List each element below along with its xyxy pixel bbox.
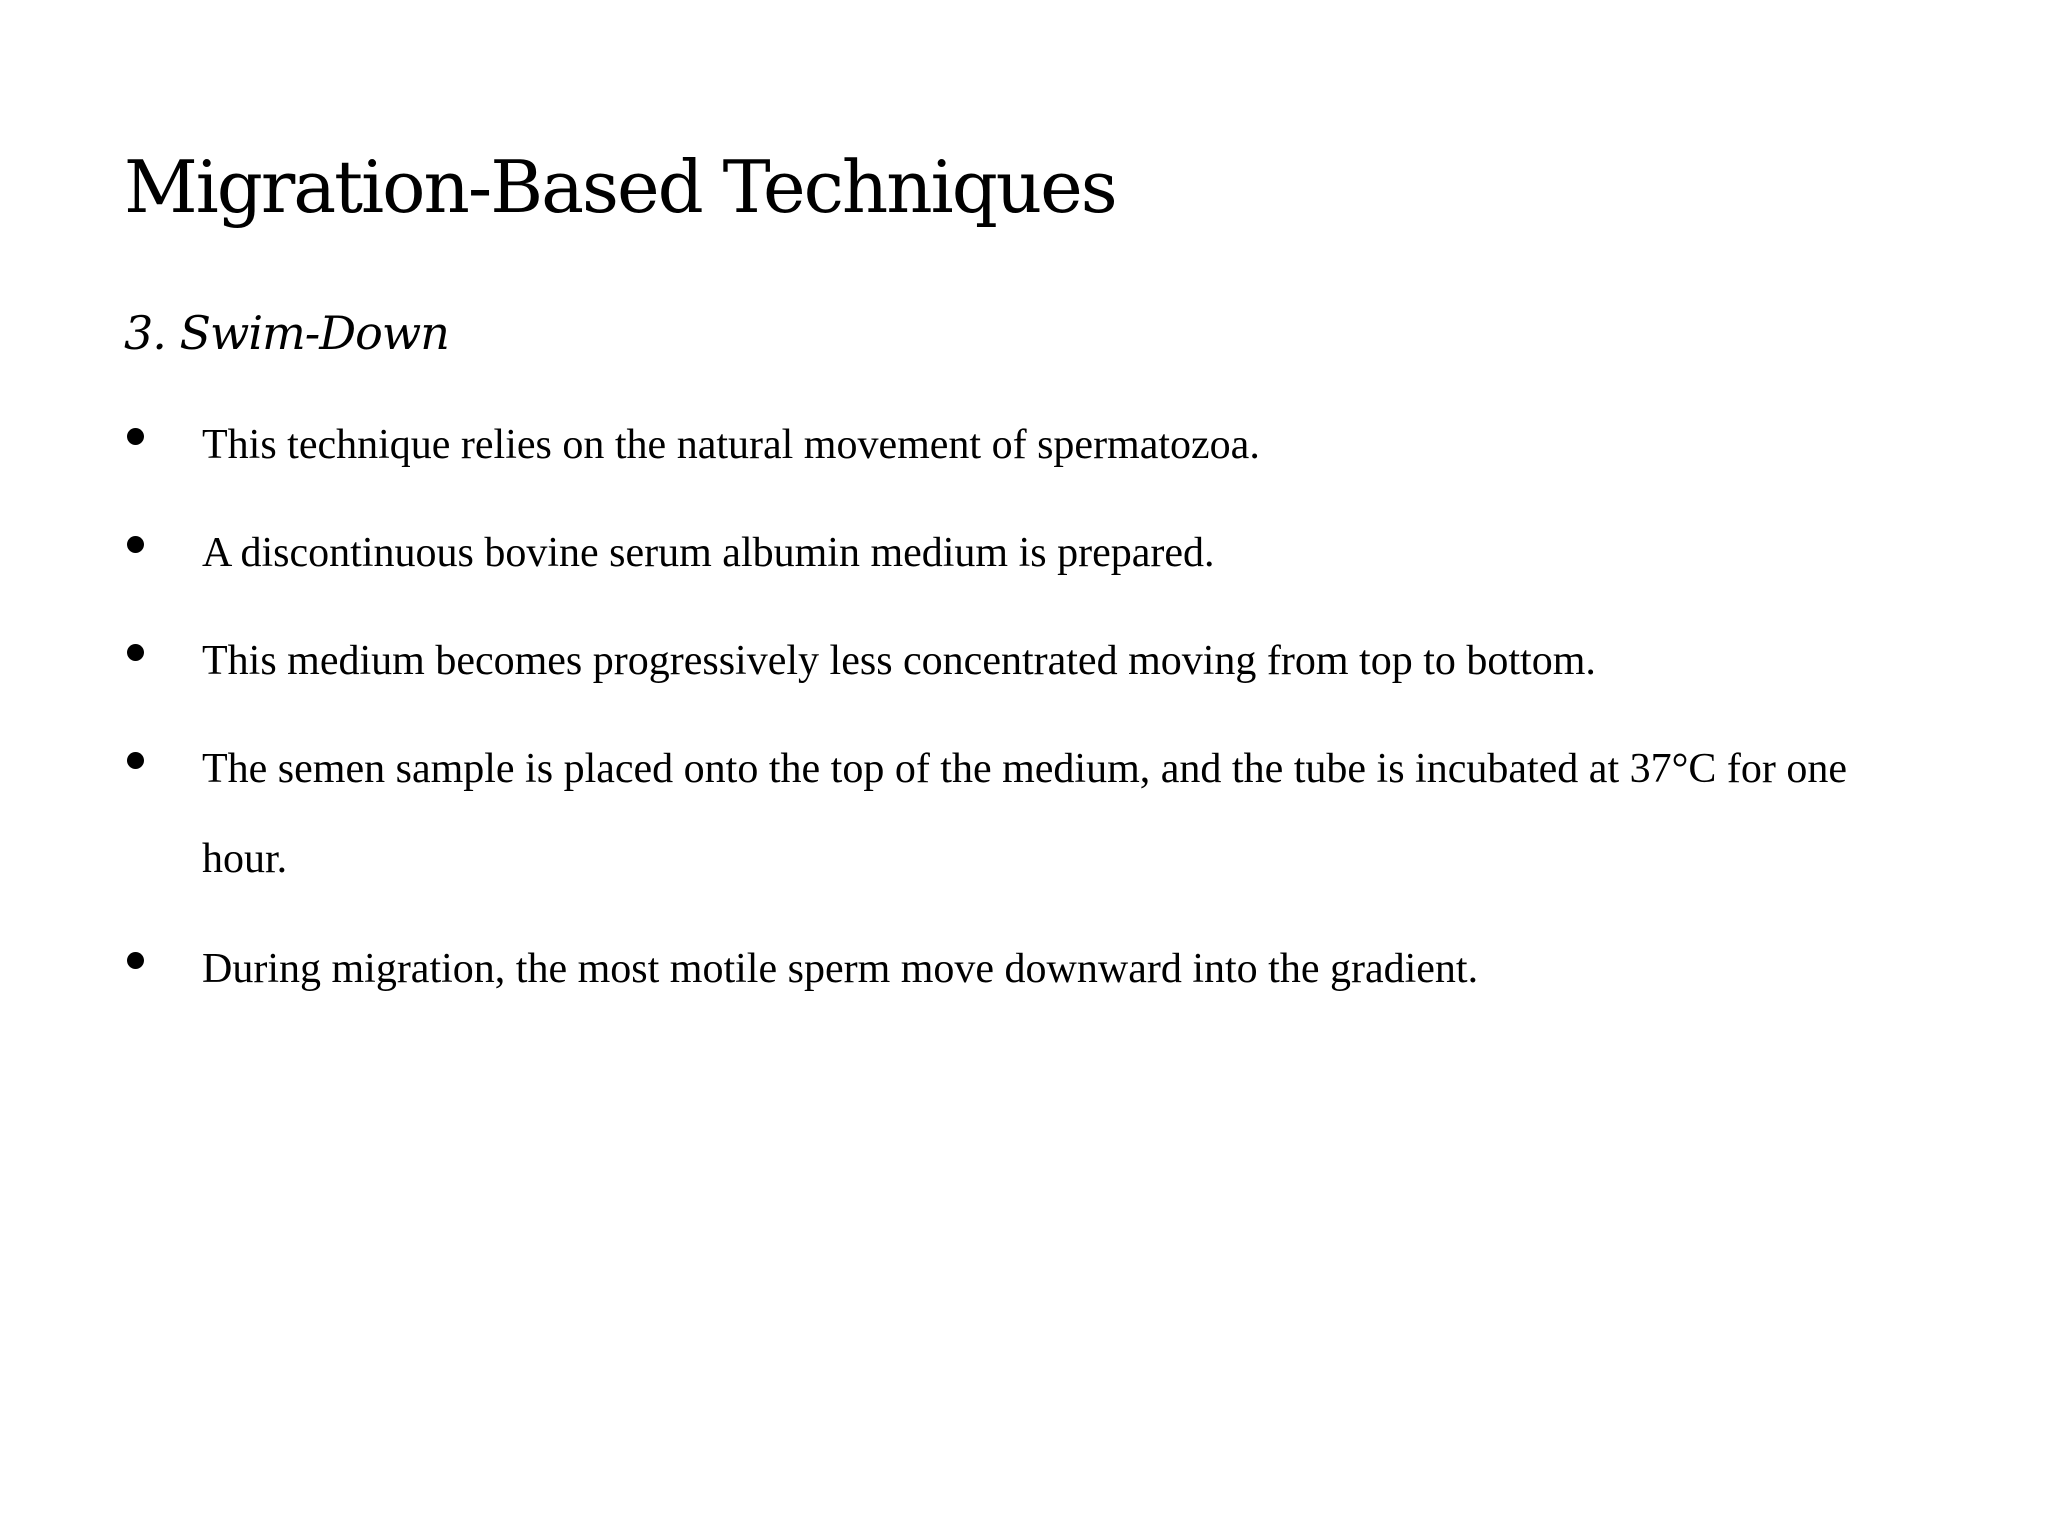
bullet-text: The semen sample is placed onto the top of the medium, and the tube is incubated at 37°C for one hour. xyxy=(202,746,1848,882)
bullet-point-icon xyxy=(127,428,144,445)
bullet-text: During migration, the most motile sperm move downward into the gradient. xyxy=(202,946,1479,992)
bullet-point-icon xyxy=(127,752,144,769)
bullet-text: A discontinuous bovine serum albumin medium is prepared. xyxy=(202,530,1215,576)
bullet-point-icon xyxy=(127,536,144,553)
bullet-point-icon xyxy=(127,952,144,969)
bullet-point-icon xyxy=(127,644,144,661)
slide-title: Migration-Based Techniques xyxy=(124,145,1116,229)
bullet-text: This technique relies on the natural movement of spermatozoa. xyxy=(202,422,1260,468)
bullet-text: This medium becomes progressively less concentrated moving from top to bottom. xyxy=(202,638,1596,684)
slide-subtitle: 3. Swim-Down xyxy=(124,306,449,360)
